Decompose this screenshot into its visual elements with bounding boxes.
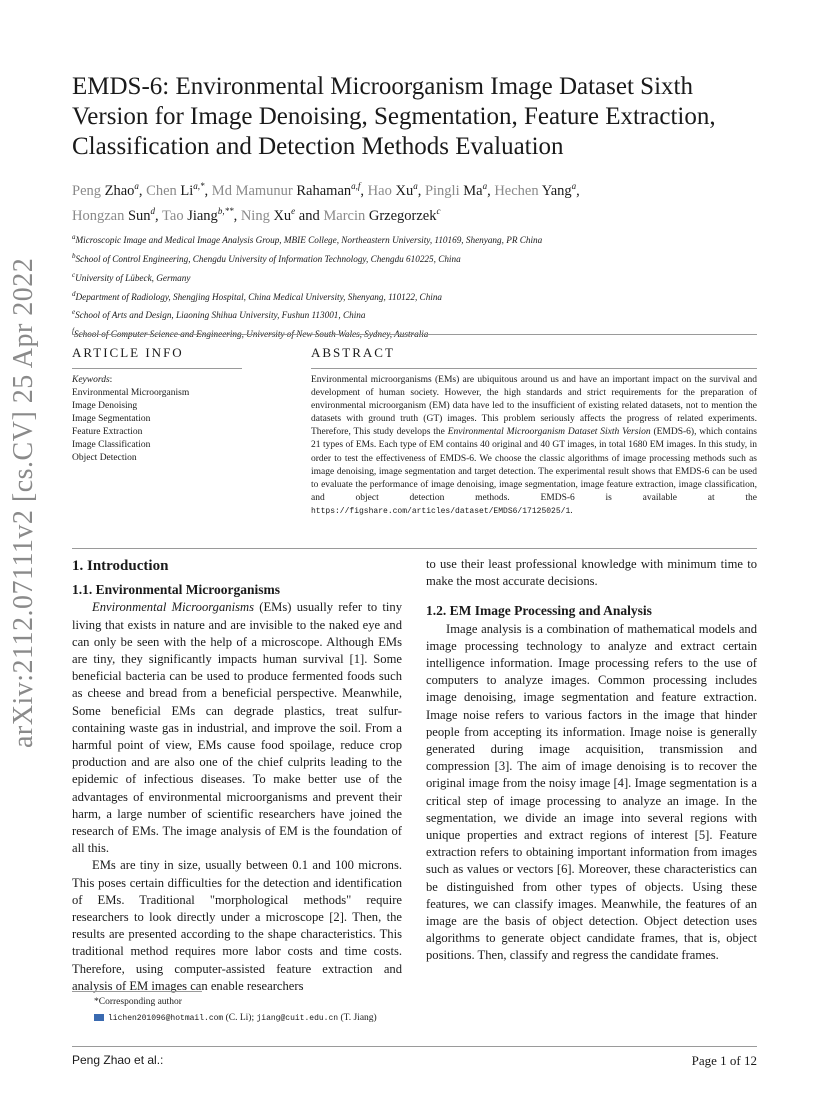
footer-divider	[72, 1046, 757, 1047]
header-divider	[72, 334, 757, 335]
footnote: *Corresponding author lichen201096@hotmail.com (C. Li); jiang@cuit.edu.cn (T. Jiang)	[72, 994, 412, 1027]
footer-authors: Peng Zhao et al.:	[72, 1053, 164, 1067]
author-name: Hechen Yang$^a$	[494, 181, 577, 199]
paragraph: to use their least professional knowledge with minimum time to make the most accurate decisions.	[426, 557, 757, 589]
paragraph: Environmental Microorganisms (EMs) usually refer to tiny living that exists in nature and are invisible to the naked eye and can only be seen with the help of a microscope. Although EMs are tiny, they significantly impacts human survival [1]. Some beneficial bacteria can be used to produce fermented foods such as cheese and bread from a beneficial perspective. Meanwhile, Some beneficial EMs can degrade plastics, treat sulfur-containing waste gas in industrial, and improve the soil. From a harmful point of view, EMs cause food spoilage, reduce crop production and are also one of the chief culprits leading to the epidemic of infectious diseases. To make better use of the advantages of environmental microorganisms and prevent their harm, a large number of scientific researchers have joined the research of EMs. The image analysis of EM is the foundation of all this.	[72, 600, 403, 856]
paper-title: EMDS-6: Environmental Microorganism Image Dataset Sixth Version for Image Denoising, Segmentation, Feature Extraction, Classification and Detection Methods Evaluation	[72, 73, 716, 160]
right-column	[426, 556, 757, 965]
subsection-1-2-heading: 1.2. EM Image Processing and Analysis	[426, 603, 652, 619]
section-1-heading: 1. Introduction	[72, 558, 169, 574]
corresponding-author-note: *Corresponding author	[94, 997, 182, 1007]
dataset-link[interactable]: https://figshare.com/articles/dataset/EMDS6/17125025/1	[311, 506, 571, 516]
keywords-label: Keywords	[72, 375, 110, 385]
affiliation: $^f$School of Computer Science and Engineering, University of New South Wales, Sydney, Australia	[72, 327, 429, 340]
email-link-2[interactable]: jiang@cuit.edu.cn	[256, 1014, 339, 1023]
arxiv-stamp: arXiv:2112.07111v2 [cs.CV] 25 Apr 2022	[8, 257, 39, 748]
affiliation: $^b$School of Control Engineering, Chengdu University of Information Technology, Chengdu 610225, China	[72, 251, 461, 264]
author-name: Pingli Ma$^a$	[424, 181, 488, 199]
affiliation: $^e$School of Arts and Design, Liaoning Shihua University, Fushun 113001, China	[72, 308, 366, 321]
affiliation: $^d$Department of Radiology, Shengjing Hospital, China Medical University, Shenyang, 110122, China	[72, 289, 443, 302]
keyword: Environmental Microorganism	[72, 388, 190, 398]
keyword: Image Segmentation	[72, 414, 151, 424]
keyword: Image Classification	[72, 440, 151, 450]
authors-and: and	[295, 207, 324, 224]
affiliation: $^c$University of Lübeck, Germany	[72, 270, 191, 283]
keyword: Image Denoising	[72, 401, 138, 411]
abstract-divider	[311, 368, 757, 369]
email-icon	[94, 1014, 104, 1021]
subsection-1-1-heading: 1.1. Environmental Microorganisms	[72, 582, 280, 598]
author-name: Hongzan Sun$^d$	[72, 205, 156, 224]
footnote-divider	[72, 991, 202, 992]
affiliation-list	[72, 230, 772, 343]
article-info-divider	[72, 368, 242, 369]
author-name: Ning Xu$^e$	[240, 205, 296, 224]
left-column	[72, 558, 402, 995]
abstract-bottom-divider	[72, 548, 757, 549]
author-name: Peng Zhao$^a$	[72, 181, 139, 199]
affiliation: $^a$Microscopic Image and Medical Image Analysis Group, MBIE College, Northeastern University, 110169, Shenyang, PR China	[72, 233, 543, 246]
author-name: Tao Jiang$^{b,**}$	[162, 205, 234, 224]
author-name: Chen $Li^{a,*}$	[146, 181, 205, 199]
author-name: Md Mamunur Rahaman$^{a,f}$	[211, 181, 361, 199]
email-link-1[interactable]: lichen201096@hotmail.com	[108, 1014, 224, 1023]
page-number: Page 1 of 12	[691, 1053, 757, 1068]
keyword-list	[72, 387, 252, 465]
author-list: Peng Zhao$^a$, Chen $Li^{a,*}$, Md Mamunur Rahaman$^{a,f}$, Hao Xu$^a$, Pingli Ma$^a$, Hechen Yang$^a$, Hongzan Sun$^d$, Tao Jiang$^{b,**}$, Ning Xu$^e$ and Marcin Grzegorzek$^c$	[72, 181, 580, 224]
keyword: Object Detection	[72, 453, 137, 463]
keywords-block: Keywords: Environmental Microorganism Image Denoising Image Segmentation Feature Extraction Image Classification Object Detection	[72, 374, 252, 465]
author-name: Hao Xu$^a$	[367, 181, 418, 199]
article-info-heading: ARTICLE INFO	[72, 345, 184, 360]
paragraph: Image analysis is a combination of mathematical models and image processing technology to analyze and extract certain intelligence information. Image processing refers to the use of computers to analyze images. Common processing includes image denoising, image segmentation and feature extraction. Image noise refers to various factors in the image that hinder people from accepting its information. Image noise is generally generated during image acquisition, transmission and compression [3]. The aim of image denoising is to recover the original image from the noisy image [4]. Image segmentation is a critical step of image processing to analyze an image. In the segmentation, we divide an image into several regions with unique properties and extract regions of interest [5]. Feature extraction refers to obtaining important information from images such as values or vectors [6]. Moreover, these characteristics can be distinguished from other types of objects. Using these features, we can classify images. Meanwhile, the features of an image are the basis of object detection. Object detection uses algorithms to generate object candidate frames, that is, object positions. Then, classify and regress the candidate frames.	[426, 621, 757, 963]
author-name: Marcin Grzegorzek$^c$	[323, 205, 441, 224]
paragraph: EMs are tiny in size, usually between 0.1 and 100 microns. This poses certain difficulties for the detection and identification of EMs. Traditional "morphological methods" require researchers to look directly under a microscope [2]. Then, the results are presented according to the shape characteristics. This traditional method requires more labor costs and time costs. Therefore, using computer-assisted feature extraction and analysis of EM images can enable researchers	[72, 858, 402, 993]
abstract-heading: ABSTRACT	[311, 345, 395, 360]
abstract-text: Environmental microorganisms (EMs) are ubiquitous around us and have an important impact on the survival and development of human society. However, the high standards and strict requirements for the preparation of environmental microorganism (EM) data have led to the insufficient of existing related datasets, not to mention the datasets with ground truth (GT) images. This problem seriously affects the progress of related experiments. Therefore, This study develops the Environmental Microorganism Dataset Sixth Version (EMDS-6), which contains 21 types of EMs. Each type of EM contains 40 original and 40 GT images, in total 1680 EM images. In this study, in order to test the effectiveness of EMDS-6. We choose the classic algorithms of image processing methods such as image denoising, image segmentation and target detection. The experimental result shows that EMDS-6 can be used to evaluate the performance of image denoising, image segmentation, image feature extraction, image classification, and object detection methods. EMDS-6 is available at the https://figshare.com/articles/dataset/EMDS6/17125025/1.	[311, 375, 758, 516]
keyword: Feature Extraction	[72, 427, 143, 437]
